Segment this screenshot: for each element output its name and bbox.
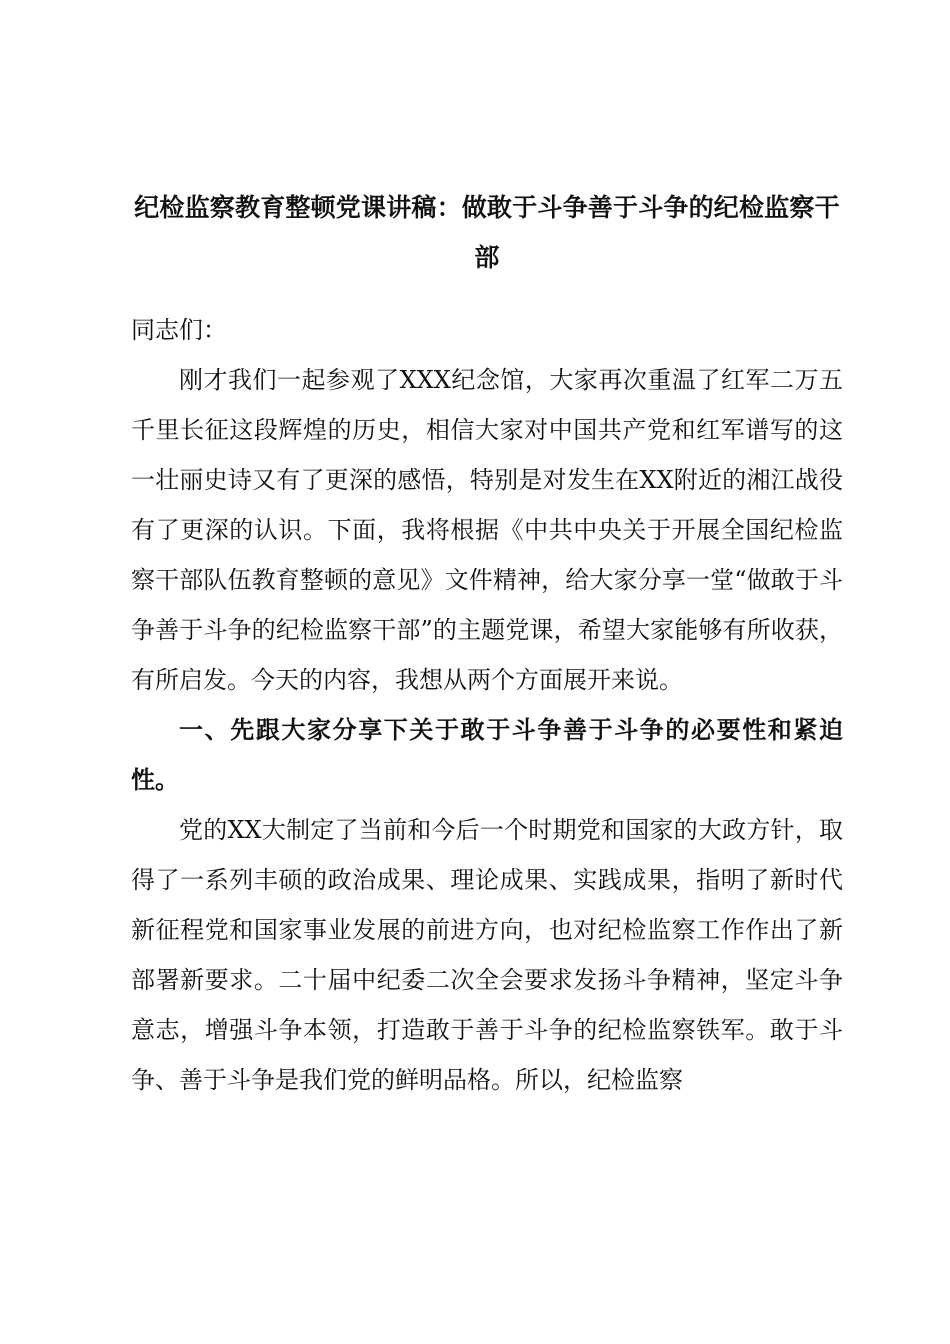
- intro-paragraph: 刚才我们一起参观了XXX纪念馆，大家再次重温了红军二万五千里长征这段辉煌的历史，相信大家对中国共产党和红军谱写的这一壮丽史诗又有了更深的感悟，特别是对发生在XX附近的湘江战役有了更深的认识。下面，我将根据《中共中央关于开展全国纪检监察干部队伍教育整顿的意见》文件精神，给大家分享一堂“做敢于斗争善于斗争的纪检监察干部”的主题党课，希望大家能够有所收获，有所启发。今天的内容，我想从两个方面展开来说。: [131, 366, 843, 694]
- section-heading: 一、先跟大家分享下关于敢于斗争善于斗争的必要性和紧迫性。: [131, 716, 843, 794]
- salutation: 同志们：: [131, 316, 227, 344]
- document-body: [131, 183, 843, 1105]
- section-paragraph: 党的XX大制定了当前和今后一个时期党和国家的大政方针，取得了一系列丰硕的政治成果、理论成果、实践成果，指明了新时代新征程党和国家事业发展的前进方向，也对纪检监察工作作出了新部署新要求。二十届中纪委二次全会要求发扬斗争精神，坚定斗争意志，增强斗争本领，打造敢于善于斗争的纪检监察铁军。敢于斗争、善于斗争是我们党的鲜明品格。所以，纪检监察: [131, 816, 843, 1094]
- document-title: 纪检监察教育整顿党课讲稿：做敢于斗争善于斗争的纪检监察干部: [134, 193, 840, 272]
